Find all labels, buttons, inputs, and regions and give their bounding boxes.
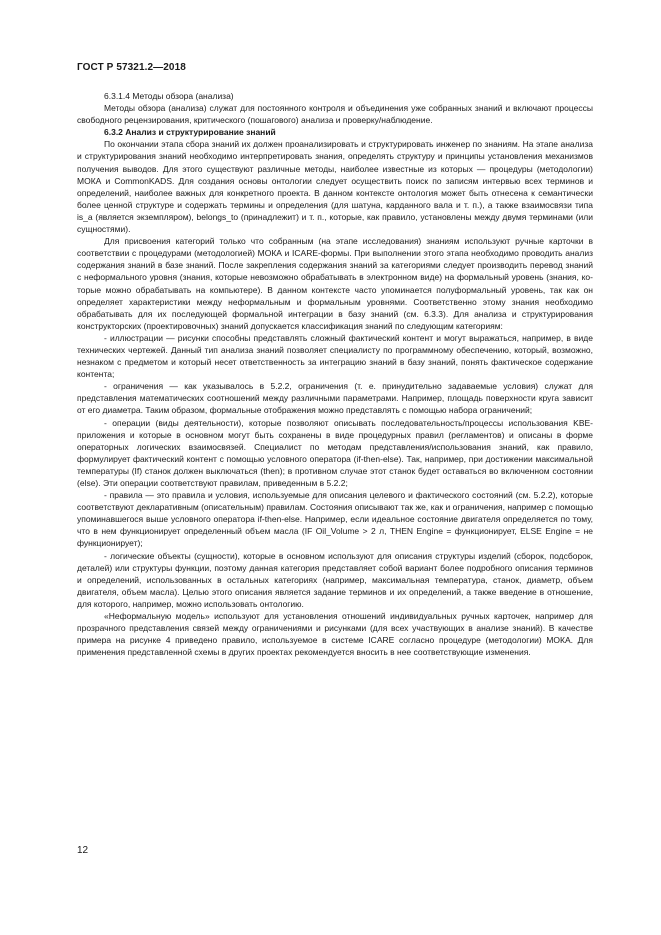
list-item-logical-objects: - логические объекты (сущности), которые в основном используют для описания структуры изделий (сборок, подсборок, деталей) или структуры функции, поэтому данная категория представляет собой вариант более подробного описания терминов и определений, использованных в остальных категориях (например, максимальная температура, станок, диаметр, объем двигателя, объем масла). Целью этого описания является задание терминов и их определений, а также введение в отношение, для которого, например, можно использовать онтологию.: [77, 550, 593, 609]
list-item-illustrations: - иллюстрации — рисунки способны представлять сложный фактический контент и могут выражаться, например, в виде технических чертежей. Данный тип анализа знаний позволяет специалисту по программному обеспечению, который, возможно, незнаком с предметом и который несет ответственность за интеграцию знаний в базу знаний, понять фактическое содержание контента;: [77, 332, 593, 380]
standard-header: ГОСТ Р 57321.2—2018: [77, 62, 186, 73]
document-body: [77, 90, 593, 658]
paragraph: Для присвоения категорий только что собранным (на этапе исследования) знаниям используют ручные карточки в соответствии с процедурами (методологией) МОКА и ICARE-формы. При выполнении этого этапа необходимо проводить анализ содержания знаний в базе знаний. После закрепления содержания знаний за категориями следует производить перевод знаний с неформального уровня (знания, которые невозможно обрабатывать в электронном виде) на формальный уровень (знания, которые можно обрабатывать на компьютере). В данном контексте часто упоминается полуформальный уровень, так как он определяет характеристики между неформальным и формальным уровнями. Соответственно этому знания необходимо обрабатывать для их последующей формальной интеграции в базу знаний (см. 6.3.3). Для анализа и структурирования конструкторских (проектировочных) знаний допускается классификация знаний по следующим категориям:: [77, 236, 593, 331]
section-heading-6-3-2: 6.3.2 Анализ и структурирование знаний: [104, 127, 276, 138]
list-item-operations: - операции (виды деятельности), которые позволяют описывать последовательность/процессы использования KBE-приложения и которые в основном могут быть сохранены в виде процедурных правил (регламентов) и описаны в форме операторных логических взаимосвязей. Специалист по методам представления/использования знаний, как правило, формулирует фактический контент с помощью условного оператора (if-then-else). Так, например, при достижении максимальной температуры (If) станок должен выключаться (then); в противном случае этот станок будет оставаться во включенном состоянии (else). Эти операции соответствуют правилам, приведенным в 5.2.2;: [77, 417, 593, 488]
list-item-rules: - правила — это правила и условия, используемые для описания целевого и фактического состояний (см. 5.2.2), которые соответствуют декларативным (описательным) правилам. Состояния описывают так же, как и ограничения, например с помощью упоминавшегося выше условного оператора if-then-else. Например, если идеальное состояние двигателя определяется по тому, что в нем функционирует определенный объем масла (IF Oil_Volume > 2 л, THEN Engine = функционирует, ELSE Engine = не функционирует);: [77, 490, 593, 549]
paragraph: «Неформальную модель» используют для установления отношений индивидуальных ручных карточек, например для прозрачного представления связей между ограничениями и рисунками (для всех участвующих в анализе знаний). В качестве примера на рисунке 4 приведено правило, используемое в системе ICARE согласно процедуре (методологии) МОКА. Для применения представленной схемы в других проектах рекомендуется вносить в нее соответствующие изменения.: [77, 611, 593, 658]
list-item-constraints: - ограничения — как указывалось в 5.2.2, ограничения (т. е. принудительно задаваемые условия) служат для представления математических соотношений между различными параметрами. Например, площадь поверхности круга зависит от его диаметра. Таким образом, формальные отображения можно представлять с помощью набора ограничений;: [77, 381, 593, 416]
page-number: 12: [77, 845, 89, 856]
paragraph: Методы обзора (анализа) служат для постоянного контроля и объединения уже собранных знаний и включают процессы свободного рецензирования, критического (пошагового) анализа и проверку/наблюдение.: [77, 103, 593, 126]
section-title-6-3-1-4: 6.3.1.4 Методы обзора (анализа): [104, 91, 234, 101]
paragraph: По окончании этапа сбора знаний их должен проанализировать и структурировать инженер по знаниям. На этапе анализа и структурирования знаний необходимо интерпретировать знания, определять структуру и принципы установления механизмов получения выводов. Для этого существуют различные методы, наиболее известные из которых — процедуры (методологии) МОКА и CommonKADS. Для создания основы онтологии следует осуществить поиск по записям интервью всех терминов и определений, наиболее важных для конкретного проекта. В данном контексте онтология может быть отнесена к семантически более ценной структуре и содержать термины и определения (для шатуна, карданного вала и т. п.), а также взаимосвязи типа is_a (является экземпляром), belongs_to (принадлежит) и т. п., которые, как правило, установлены между двумя терминами (или сущностями).: [77, 139, 593, 235]
